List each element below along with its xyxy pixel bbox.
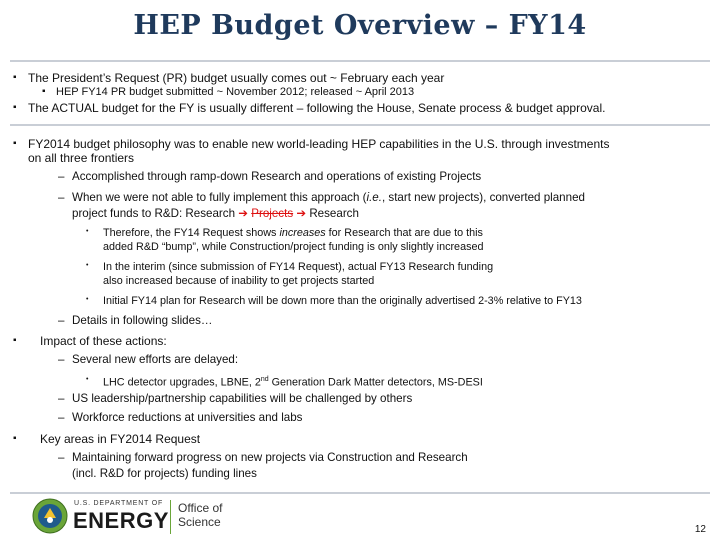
doe-seal-icon bbox=[32, 498, 68, 534]
doe-energy-wordmark: ENERGY bbox=[73, 508, 169, 533]
sub-bullet-text: also increased because of inability to get projects started bbox=[103, 275, 375, 287]
bullet-square: ▪ bbox=[42, 86, 46, 97]
right-arrow-icon: ➔ bbox=[296, 207, 307, 220]
office-of-science: Office of Science bbox=[178, 501, 223, 529]
bullet-text: Impact of these actions: bbox=[40, 334, 167, 348]
dash-text: Several new efforts are delayed: bbox=[72, 353, 239, 366]
dash-marker: – bbox=[58, 353, 65, 366]
dash-text: US leadership/partnership capabilities will be challenged by others bbox=[72, 392, 413, 405]
dash-marker: – bbox=[58, 191, 65, 204]
dash-marker: – bbox=[58, 170, 65, 183]
bullet-square: ▪ bbox=[13, 433, 17, 444]
dash-marker: – bbox=[58, 411, 65, 424]
sub-bullet-text: added R&D “bump”, while Construction/project funding is only slightly increased bbox=[103, 241, 484, 253]
bullet-text: on all three frontiers bbox=[28, 151, 135, 165]
page-number: 12 bbox=[694, 524, 706, 535]
dash-text: Workforce reductions at universities and labs bbox=[72, 411, 303, 424]
dash-text: Accomplished through ramp-down Research and operations of existing Projects bbox=[72, 170, 482, 183]
doe-logo bbox=[32, 498, 242, 536]
bullet-square: ▪ bbox=[13, 335, 17, 346]
sub-bullet-text: LHC detector upgrades, LBNE, 2nd Generation Dark Matter detectors, MS-DESI bbox=[103, 376, 483, 389]
dash-marker: – bbox=[58, 314, 65, 327]
bullet-small: • bbox=[86, 296, 89, 303]
bullet-text: HEP FY14 PR budget submitted ~ November 2012; released ~ April 2013 bbox=[56, 86, 415, 98]
logo-divider bbox=[170, 500, 171, 534]
bullet-small: • bbox=[86, 376, 89, 383]
dash-marker: – bbox=[58, 392, 65, 405]
footer-divider bbox=[10, 492, 710, 494]
bullet-square: ▪ bbox=[13, 102, 17, 113]
dash-text: Maintaining forward progress on new projects via Construction and Research bbox=[72, 451, 468, 464]
sub-bullet-text: Therefore, the FY14 Request shows increases for Research that are due to this bbox=[103, 227, 483, 239]
bullet-text: The ACTUAL budget for the FY is usually different – following the House, Senate process & budget approval. bbox=[28, 101, 606, 115]
dash-marker: – bbox=[58, 451, 65, 464]
bullet-square: ▪ bbox=[13, 138, 17, 149]
title-divider bbox=[10, 60, 710, 62]
doe-label: U.S. DEPARTMENT OF bbox=[74, 500, 164, 507]
slide-title: HEP Budget Overview – FY14 bbox=[133, 10, 587, 41]
sub-bullet-text: Initial FY14 plan for Research will be down more than the originally advertised 2-3% relative to FY13 bbox=[103, 295, 582, 307]
bullet-text: FY2014 budget philosophy was to enable new world-leading HEP capabilities in the U.S. through investments bbox=[28, 137, 610, 151]
right-arrow-icon: ➔ bbox=[238, 207, 248, 220]
bullet-small: • bbox=[86, 262, 89, 269]
sub-bullet-text: In the interim (since submission of FY14 Request), actual FY13 Research funding bbox=[103, 261, 494, 273]
dash-text: project funds to R&D: Research ➔ Projects ➔ Research bbox=[72, 207, 359, 220]
section-divider bbox=[10, 124, 710, 126]
dash-text: When we were not able to fully implement this approach (i.e., start new projects), converted planned bbox=[72, 191, 585, 204]
bullet-text: The President’s Request (PR) budget usually comes out ~ February each year bbox=[28, 71, 445, 85]
bullet-text: Key areas in FY2014 Request bbox=[40, 432, 201, 446]
dash-text: Details in following slides… bbox=[72, 314, 213, 327]
bullet-small: • bbox=[86, 228, 89, 235]
bullet-square: ▪ bbox=[13, 72, 17, 83]
dash-text: (incl. R&D for projects) funding lines bbox=[72, 467, 257, 480]
